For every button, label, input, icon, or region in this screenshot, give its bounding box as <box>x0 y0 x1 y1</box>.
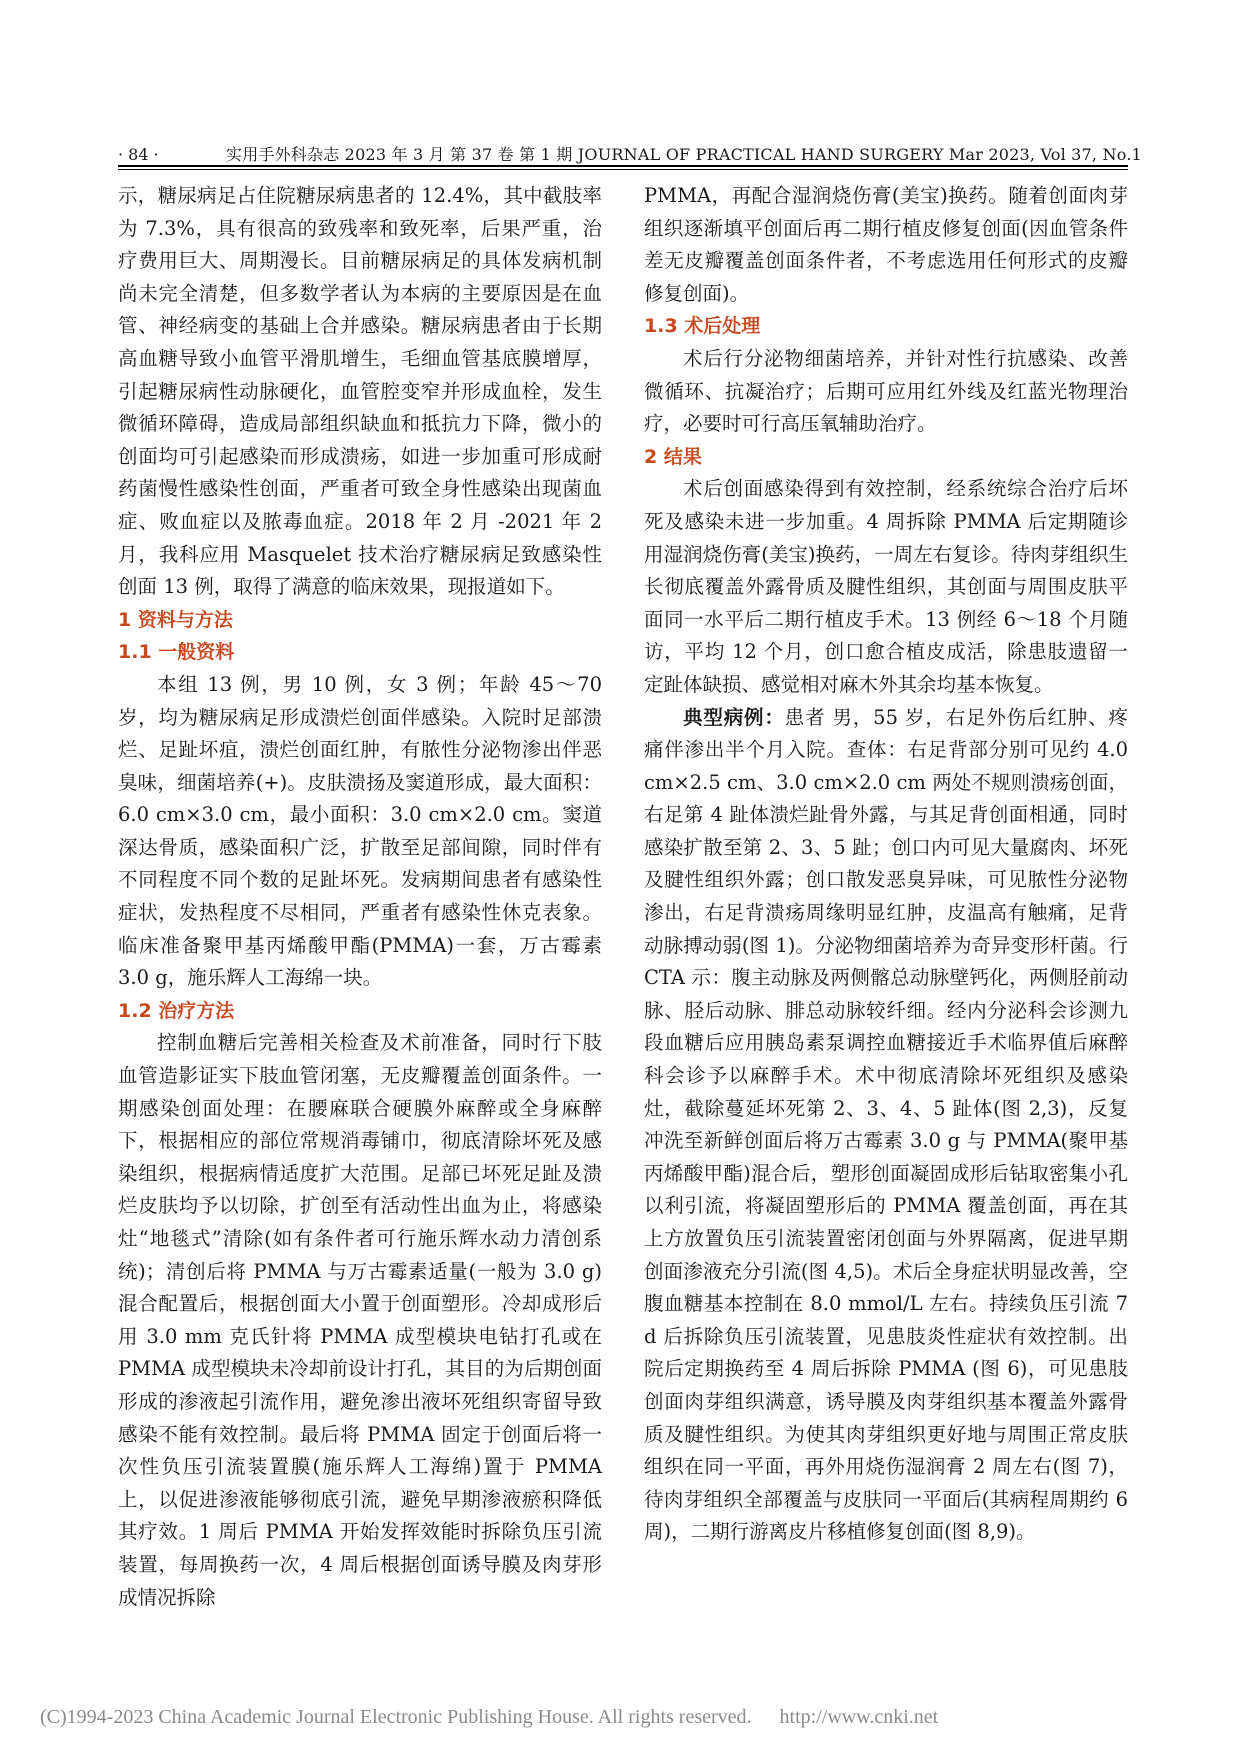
postop-paragraph: 术后行分泌物细菌培养，并针对性行抗感染、改善微循环、抗凝治疗；后期可应用红外线及红蓝光物理治疗，必要时可行高压氧辅助治疗。 <box>644 346 1128 436</box>
section-heading-results: 2 结果 <box>644 445 702 468</box>
header-rule <box>118 165 1128 167</box>
treatment-paragraph: 控制血糖后完善相关检查及术前准备，同时行下肢血管造影证实下肢血管闭塞，无皮瓣覆盖创面条件。一期感染创面处理：在腰麻联合硬膜外麻醉或全身麻醉下，根据相应的部位常规消毒铺巾，彻底清除坏死及感染组织，根据病情适度扩大范围。足部已坏死足趾及溃烂皮肤均予以切除，扩创至有活动性出血为止，将感染灶“地毯式”清除(如有条件者可行施乐辉水动力清创系统)；清创后将 PMMA 与万古霉素适量(一般为 3.0 g)混合配置后，根据创面大小置于创面塑形。冷却成形后用 3.0 mm 克氏针将 PMMA 成型模块电钻打孔或在 PMMA 成型模块未冷却前设计打孔，其目的为后期创面形成的渗液起引流作用，避免渗出液坏死组织寄留导致感染不能有效控制。最后将 PMMA 固定于创面后将一次性负压引流装置膜(施乐辉人工海绵)置于 PMMA 上，以促进渗液能够彻底引流，避免早期渗液瘀积降低其疗效。1 周后 PMMA 开始发挥效能时拆除负压引流装置，每周换药一次，4 周后根据创面诱导膜及肉芽形成情况拆除 <box>118 1031 602 1609</box>
header-rule-thin <box>118 169 1128 170</box>
treatment-continued-paragraph: PMMA，再配合湿润烧伤膏(美宝)换药。随着创面肉芽组织逐渐填平创面后再二期行植皮修复创面(因血管条件差无皮瓣覆盖创面条件者，不考虑选用任何形式的皮瓣修复创面)。 <box>644 184 1128 305</box>
subsection-heading-postop: 1.3 术后处理 <box>644 315 761 338</box>
copyright-text: (C)1994-2023 China Academic Journal Electronic Publishing House. All rights reserved. <box>40 1706 752 1728</box>
left-column <box>118 180 602 1614</box>
case-report-text: 患者 男，55 岁，右足外伤后红肿、疼痛伴渗出半个月入院。查体：右足背部分别可见约 4.0 cm×2.5 cm、3.0 cm×2.0 cm 两处不规则溃疡创面，右足第 4 趾体溃烂趾骨外露，与其足背创面相通，同时感染扩散至第 2、3、5 趾；创口内可见大量腐肉、坏死及腱性组织外露；创口散发恶臭异味，可见脓性分泌物渗出，右足背溃疡周缘明显红肿，皮温高有触痛，足背动脉搏动弱(图 1)。分泌物细菌培养为奇异变形杆菌。行 CTA 示：腹主动脉及两侧髂总动脉壁钙化，两侧胫前动脉、胫后动脉、腓总动脉较纤细。经内分泌科会诊测九段血糖后应用胰岛素泵调控血糖接近手术临界值后麻醉科会诊予以麻醉手术。术中彻底清除坏死组织及感染灶，截除蔓延坏死第 2、3、4、5 趾体(图 2,3)，反复冲洗至新鲜创面后将万古霉素 3.0 g 与 PMMA(聚甲基丙烯酸甲酯)混合后，塑形创面凝固成形后钻取密集小孔以利引流，将凝固塑形后的 PMMA 覆盖创面，再在其上方放置负压引流装置密闭创面与外界隔离，促进早期创面渗液充分引流(图 4,5)。术后全身症状明显改善，空腹血糖基本控制在 8.0 mmol/L 左右。持续负压引流 7 d 后拆除负压引流装置，见患肢炎性症状有效控制。出院后定期换药至 4 周后拆除 PMMA (图 6)，可见患肢创面肉芽组织满意，诱导膜及肉芽组织基本覆盖外露骨质及腱性组织。为使其肉芽组织更好地与周围正常皮肤组织在同一平面，再外用烧伤湿润膏 2 周左右(图 7)，待肉芽组织全部覆盖与皮肤同一平面后(其病程周期约 6 周)，二期行游离皮片移植修复创面(图 8,9)。 <box>644 705 1128 1544</box>
copyright-footer <box>40 1706 1200 1729</box>
subsection-heading-general: 1.1 一般资料 <box>118 641 235 664</box>
right-column <box>644 180 1128 1549</box>
page-number: · 84 · <box>118 145 159 164</box>
intro-paragraph: 示，糖尿病足占住院糖尿病患者的 12.4%，其中截肢率为 7.3%，具有很高的致残率和致死率，后果严重，治疗费用巨大、周期漫长。目前糖尿病足的具体发病机制尚未完全清楚，但多数学者认为本病的主要原因是在血管、神经病变的基础上合并感染。糖尿病患者由于长期高血糖导致小血管平滑肌增生，毛细血管基底膜增厚，引起糖尿病性动脉硬化，血管腔变窄并形成血栓，发生微循环障碍，造成局部组织缺血和抵抗力下降，微小的创面均可引起感染而形成溃疡，如进一步加重可形成耐药菌慢性感染性创面，严重者可致全身性感染出现菌血症、败血症以及脓毒血症。2018 年 2 月 -2021 年 2 月，我科应用 Masquelet 技术治疗糖尿病足致感染性创面 13 例，取得了满意的临床效果，现报道如下。 <box>118 184 602 599</box>
case-report-label: 典型病例： <box>683 705 785 729</box>
results-paragraph: 术后创面感染得到有效控制，经系统综合治疗后坏死及感染未进一步加重。4 周拆除 PMMA 后定期随诊用湿润烧伤膏(美宝)换药，一周左右复诊。待肉芽组织生长彻底覆盖外露骨质及腱性组织，其创面与周围皮肤平面同一水平后二期行植皮手术。13 例经 6～18 个月随访，平均 12 个月，创口愈合植皮成活，除患肢遗留一定趾体缺损、感觉相对麻木外其余均基本恢复。 <box>644 477 1128 696</box>
general-info-paragraph: 本组 13 例，男 10 例，女 3 例；年龄 45～70 岁，均为糖尿病足形成溃烂创面伴感染。入院时足部溃烂、足趾坏疽，溃烂创面红肿，有脓性分泌物渗出伴恶臭味，细菌培养(+)。皮肤溃扬及窦道形成，最大面积：6.0 cm×3.0 cm，最小面积：3.0 cm×2.0 cm。窦道深达骨质，感染面积广泛，扩散至足部间隙，同时伴有不同程度不同个数的足趾坏死。发病期间患者有感染性症状，发热程度不尽相同，严重者有感染性休克表象。临床准备聚甲基丙烯酸甲酯(PMMA)一套，万古霉素 3.0 g，施乐辉人工海绵一块。 <box>118 672 602 990</box>
section-heading-materials-methods: 1 资料与方法 <box>118 608 233 631</box>
footer-url-link[interactable]: http://www.cnki.net <box>779 1706 939 1728</box>
journal-line: 实用手外科杂志 2023 年 3 月 第 37 卷 第 1 期 JOURNAL OF PRACTICAL HAND SURGERY Mar 2023, Vol 37, No.1 <box>226 145 1142 164</box>
case-report-paragraph <box>644 702 1128 1549</box>
subsection-heading-treatment: 1.2 治疗方法 <box>118 999 235 1022</box>
